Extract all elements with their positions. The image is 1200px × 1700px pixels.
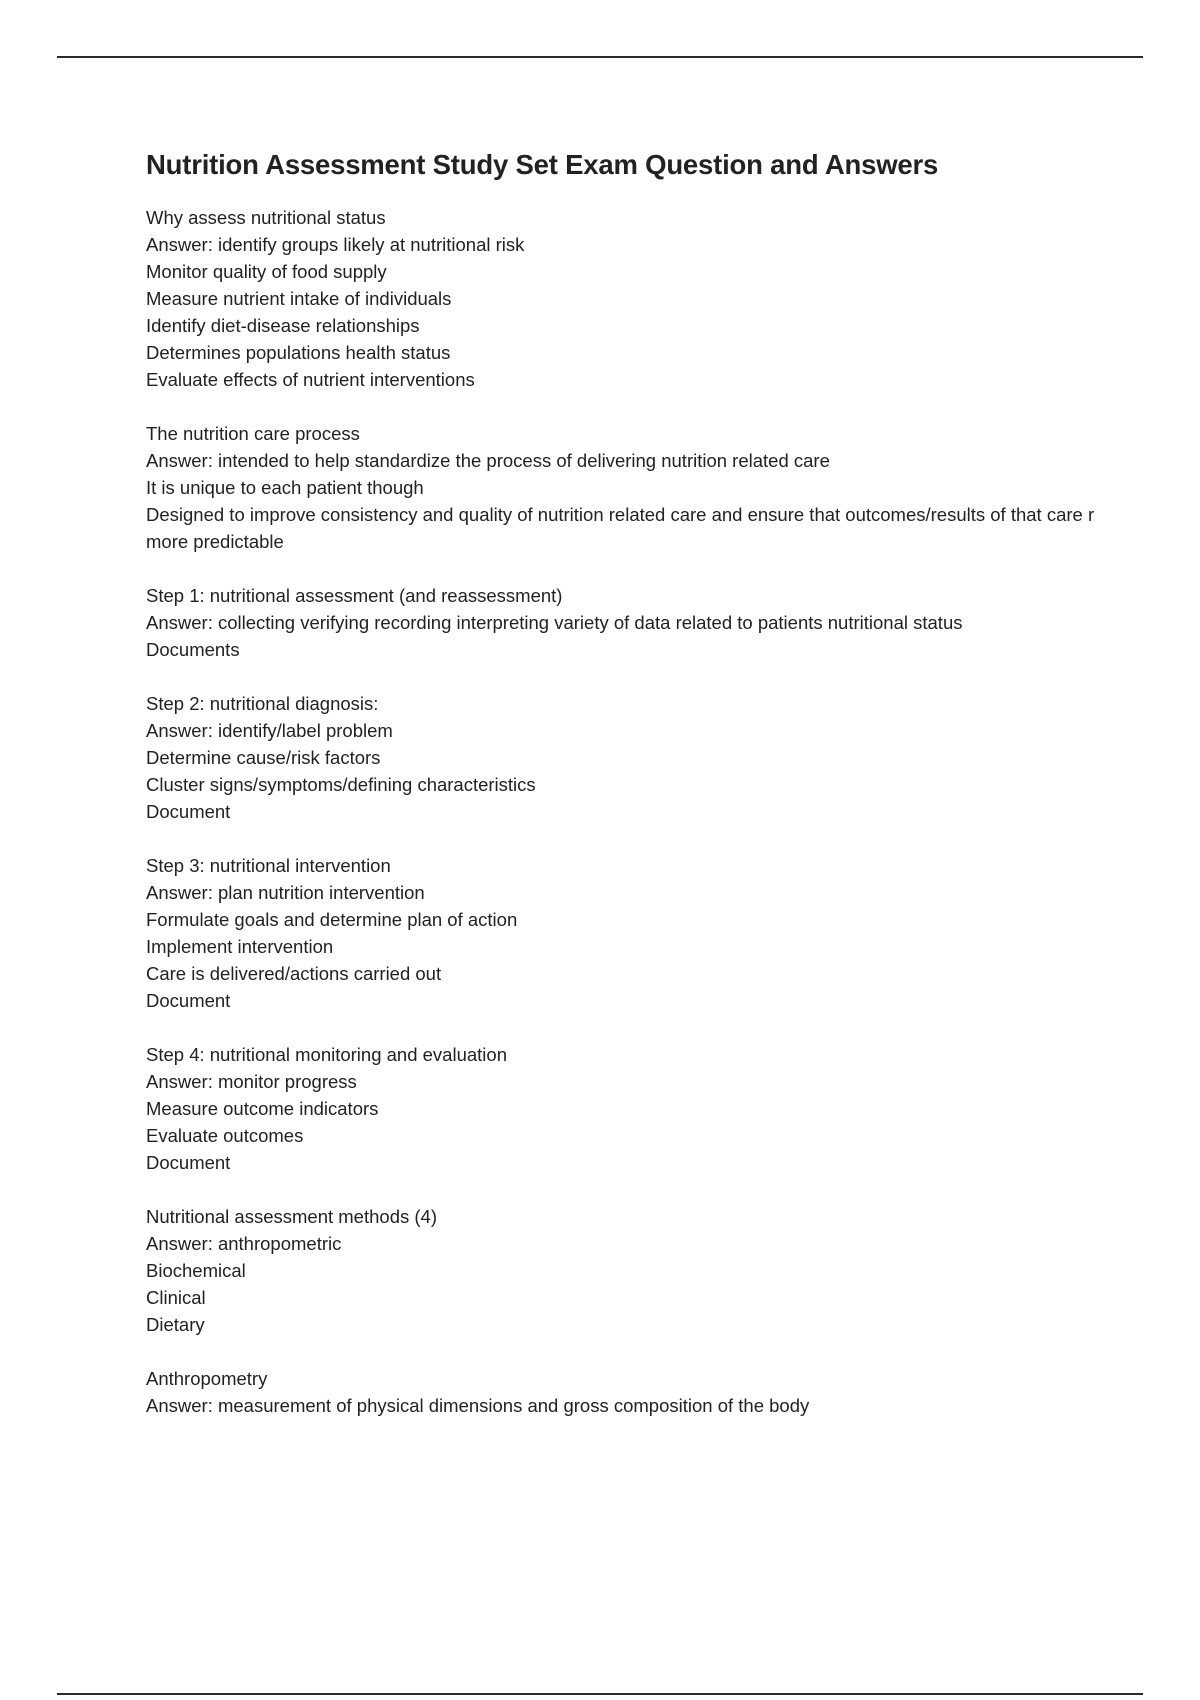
question-text: Nutritional assessment methods (4) [146,1206,437,1227]
top-divider [57,56,1143,58]
qa-block [146,582,1096,663]
answer-line: Answer: measurement of physical dimensions and gross composition of the body [146,1395,810,1416]
answer-line: Document [146,990,231,1011]
answer-line: Document [146,1152,231,1173]
qa-block [146,1203,1096,1338]
answer-line: Monitor quality of food supply [146,261,387,282]
qa-block [146,204,1096,393]
bottom-divider [57,1693,1143,1695]
qa-block [146,1041,1096,1176]
question-text: Step 3: nutritional intervention [146,855,391,876]
answer-line: Answer: collecting verifying recording interpreting variety of data related to patients nutritional status [146,612,963,633]
answer-line: Evaluate effects of nutrient interventions [146,369,475,390]
answer-line: Clinical [146,1287,206,1308]
answer-line: Determines populations health status [146,342,451,363]
answer-line: Answer: anthropometric [146,1233,342,1254]
qa-block [146,1365,1096,1419]
document-body [146,148,1096,1446]
answer-line: Answer: plan nutrition intervention [146,882,425,903]
answer-line: Answer: identify/label problem [146,720,393,741]
question-text: Step 1: nutritional assessment (and reassessment) [146,585,563,606]
answer-line: Answer: intended to help standardize the process of delivering nutrition related care [146,450,830,471]
answer-line: Dietary [146,1314,205,1335]
answer-line: Cluster signs/symptoms/defining characteristics [146,774,536,795]
question-text: Why assess nutritional status [146,207,386,228]
question-text: The nutrition care process [146,423,360,444]
qa-block [146,852,1096,1014]
answer-line: Answer: identify groups likely at nutritional risk [146,234,525,255]
answer-line: Implement intervention [146,936,334,957]
answer-line: Designed to improve consistency and quality of nutrition related care and ensure that outcomes/results of that care r more predictable [146,504,1095,552]
answer-line: It is unique to each patient though [146,477,424,498]
answer-line: Documents [146,639,240,660]
answer-line: Care is delivered/actions carried out [146,963,442,984]
question-text: Step 2: nutritional diagnosis: [146,693,379,714]
answer-line: Identify diet-disease relationships [146,315,420,336]
answer-line: Measure outcome indicators [146,1098,379,1119]
question-text: Step 4: nutritional monitoring and evaluation [146,1044,507,1065]
question-text: Anthropometry [146,1368,268,1389]
answer-line: Document [146,801,231,822]
answer-line: Formulate goals and determine plan of action [146,909,518,930]
answer-line: Evaluate outcomes [146,1125,304,1146]
answer-line: Biochemical [146,1260,246,1281]
answer-line: Measure nutrient intake of individuals [146,288,452,309]
answer-line: Determine cause/risk factors [146,747,381,768]
answer-line: Answer: monitor progress [146,1071,357,1092]
qa-block [146,420,1096,555]
qa-block [146,690,1096,825]
document-title: Nutrition Assessment Study Set Exam Question and Answers [146,149,939,180]
